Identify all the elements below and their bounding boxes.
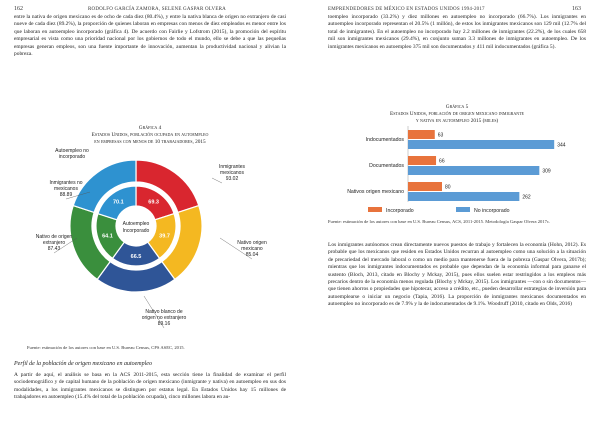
donut-outer-label: 89.16 [157,321,171,327]
bar-value-label: 66 [439,158,445,165]
bar [408,182,442,191]
donut-outer-label: Inmigrantes no [49,180,83,186]
bar [408,140,554,149]
donut-ring-label: Autoempleo no [55,148,89,154]
page-number: 163 [572,6,581,12]
running-head: RODOLFO GARCÍA ZAMORA, SELENE GASPAR OLVERA [88,7,226,12]
donut-outer-label: Nativo origen [237,240,267,246]
running-head: EMPRENDEDORES DE MÉXICO EN ESTADOS UNIDOS 1994-2017 [328,7,485,12]
bar-value-label: 63 [437,132,444,139]
bar [408,166,539,175]
intro-paragraph: toempleo incorporado (33.2%) y diez millones en autoempleo no incorporado (66.7%). Los inmigrantes en autoempleo incorporado representan el 20.5% (1 millón), de estos los inmigrantes mexicanos son 129 mil (12.7% del total de inmigrantes). En el autoempleo no incorporado hay 2.2 millones de inmigrantes (22.2%), de los cuales 658 mil son inmigrantes mexicanos (29.4%), en conjunto suman 3.3 millones de inmigrantes en autoempleo. De los inmigrantes mexicanos en autoempleo 375 mil son documentados y 411 mil indocumentados (gráfica 5). [328,14,586,50]
bar-value-label: 309 [542,168,551,175]
donut-center-label: Autoempleo [122,221,150,227]
donut-outer-label: 85.04 [245,252,259,258]
donut-center-label: Incorporado [122,228,150,234]
chart-4-title: Gráfica 4 [138,125,162,131]
donut-outer-label: Inmigrantes [218,164,246,170]
donut-outer-label: Nativo de origen [35,234,73,240]
chart-5-bars [328,126,586,218]
donut-outer-label: mexicanos [54,186,78,192]
bar-category-label: Documentados [369,163,404,169]
bar [408,130,435,139]
donut-outer-label: 93.02 [225,176,239,182]
donut-inner-value: 70.1 [113,199,124,206]
legend-label: Incorporado [386,208,414,214]
donut-leader-line [212,178,222,183]
chart-4-caption [14,125,286,146]
legend-label: No incorporado [474,208,510,214]
chart-5-title: Gráfica 5 [445,104,469,110]
bar [408,192,519,201]
intro-paragraph: entre la nativa de origen mexicano es de ocho de cada diez (80.4%), y entre la nativa blanca de origen no extranjero de casi nueve de cada diez (89.2%), la proporción de quienes laboran en empresas con menos de diez empleados es menor entre los que laboran en autoempleo incorporado (gráfica 4). De acuerdo con Fairlie y Lofstrom (2015), la promoción del espíritu empresarial es vista como una prioridad nacional por los gobiernos de todo el mundo, ello se debe a que las pequeñas empresas generan empleos, son una fuente importante de innovación, aumentan la productividad nacional y alivian la pobreza. [14,14,286,58]
legend-swatch [456,207,470,212]
chart-5-source: Fuente: estimación de los autores con base en U.S. Bureau Census, ACS, 2011-2015. Metodología Gaspar Olvera 2017c. [328,219,551,224]
right-page [300,0,600,431]
chart-5-subtitle-2: y nativa en autoempleo 2015 (miles) [415,118,499,124]
bar [408,156,436,165]
bar-value-label: 262 [522,194,531,201]
body-paragraph: A partir de aquí, el análisis se basa en la ACS 2011-2015, esta sección tiene la finalidad de examinar el perfil sociodemográfico y de capital humano de la población de origen mexicano (inmigrante y nativa) en autoempleo en sus dos modalidades, a los inmigrantes mexicanos se distinguen por estatus legal. En Estados Unidos hay 15 millones de trabajadores en autoempleo (15.4% del total de la población ocupada), cinco millones labora en au- [14,372,286,401]
chart-4-subtitle-2: en empresas con menos de 10 trabajadores, 2015 [94,139,206,145]
chart-4-subtitle-1: Estados Unidos, población ocupada en autoempleo [91,132,209,138]
page-number: 162 [14,6,23,12]
bar-category-label: Nativos origen mexicano [347,189,404,195]
chart-5-caption [328,104,586,125]
chart-4-source: Fuente: estimación de los autores con base en U.S. Bureau Census, CPS ASEC, 2015. [27,345,185,350]
bar-category-label: Indocumentados [365,137,404,143]
donut-outer-label: 88.89 [59,192,73,198]
section-heading: Perfil de la población de origen mexicano en autoempleo [14,361,152,367]
bar-value-label: 80 [445,184,451,191]
legend-swatch [368,207,382,212]
chart-5-subtitle-1: Estados Unidos, población de origen mexicano inmigrante [389,111,524,117]
donut-inner-value: 69.3 [148,199,159,206]
donut-outer-label: origen no extranjero [141,315,187,321]
donut-inner-value: 64.1 [102,233,113,240]
donut-inner-value: 66.5 [130,254,142,260]
chart-4-donut [14,148,286,344]
donut-outer-label: 87.43 [47,246,61,252]
body-paragraph: Los inmigrantes autónomos crean directamente nuevos puestos de trabajo y fortalecen la economía (Hohn, 2012). Es probable que los mexicanos que residen en Estados Unidos recurran al autoempleo como una solución a la situación de precariedad del mercado laboral o como un medio para mantenerse fuera de la pobreza (Gaspar Olvera, 2017b); mientras que los inmigrantes indocumentados es probable que dependan de la economía informal para ganarse el sustento (Bloch, 2013, citado en Blochy y Mckay, 2015), pues ellos suelen estar restringidos a los empleos más precarios dentro de la economía menos regulada (Blochy y Mckay, 2015). Los inmigrantes —con o sin documentos— que tienen ahorros o propiedades que hipotecar, acceso a crédito, etc., pueden desarrollar estrategias de inversión para autoemplearse o iniciar un negocio (Tapia, 2016). La proporción de inmigrantes mexicanos documentados en autoempleo no incorporado es de 7.9% y la de indocumentados de 9.1%. Woodruff (2010, citado en Olds, 2016) [328,242,586,308]
donut-ring-label: incorporado [58,154,86,160]
donut-inner-value: 39.7 [159,233,170,240]
donut-outer-label: mexicanos [220,170,244,176]
bar-value-label: 344 [557,142,566,149]
donut-outer-label: extranjero [42,240,66,246]
donut-outer-label: Nativo blanco de [145,309,183,315]
donut-outer-label: mexicano [241,246,263,252]
